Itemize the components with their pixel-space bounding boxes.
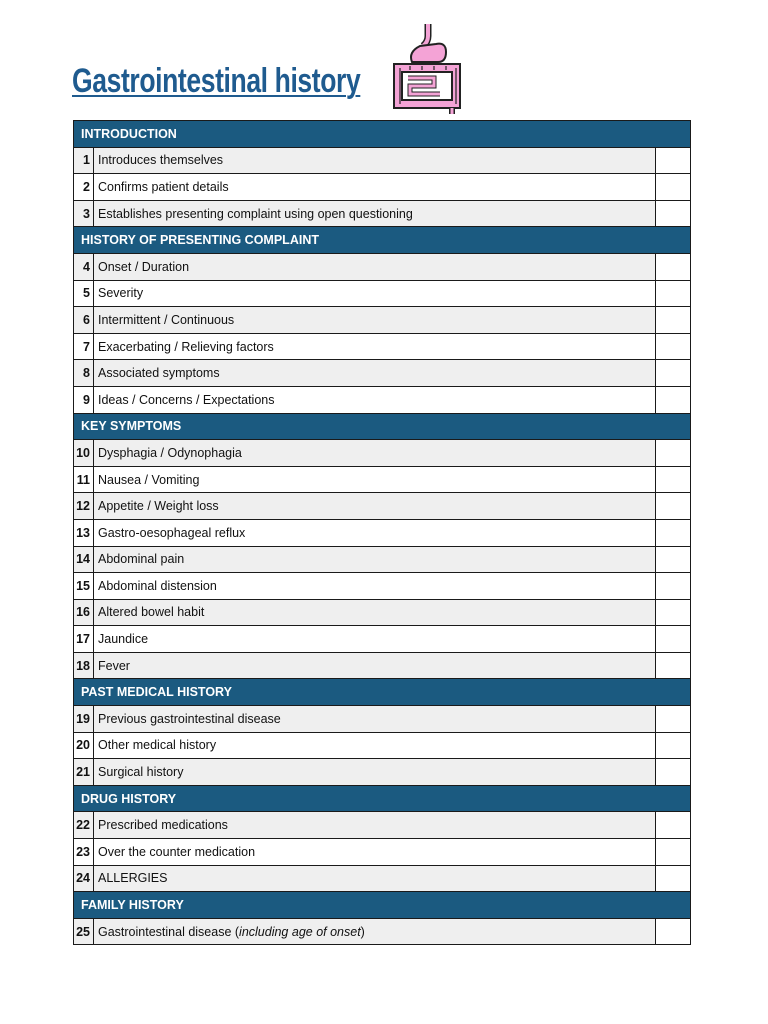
item-text bbox=[94, 599, 656, 626]
item-label: Gastrointestinal disease ( bbox=[98, 924, 240, 939]
tick-box[interactable] bbox=[656, 839, 691, 866]
tick-box[interactable] bbox=[656, 865, 691, 892]
tick-box[interactable] bbox=[656, 360, 691, 387]
item-text bbox=[94, 360, 656, 387]
checklist-row bbox=[74, 519, 691, 546]
item-label: Ideas / Concerns / Expectations bbox=[98, 392, 275, 407]
item-label: Confirms patient details bbox=[98, 179, 229, 194]
item-label: ALLERGIES bbox=[98, 871, 168, 886]
section-title: FAMILY HISTORY bbox=[74, 892, 691, 919]
item-label: Previous gastrointestinal disease bbox=[98, 711, 281, 726]
item-number: 10 bbox=[74, 440, 94, 467]
checklist-row bbox=[74, 493, 691, 520]
tick-box[interactable] bbox=[656, 573, 691, 600]
checklist-row bbox=[74, 307, 691, 334]
item-label: Severity bbox=[98, 286, 144, 301]
item-label: Establishes presenting complaint using open questioning bbox=[98, 206, 413, 221]
checklist-row bbox=[74, 573, 691, 600]
checklist-row bbox=[74, 812, 691, 839]
section-header bbox=[74, 227, 691, 254]
checklist-row bbox=[74, 253, 691, 280]
item-number: 7 bbox=[74, 333, 94, 360]
item-number: 16 bbox=[74, 599, 94, 626]
item-number: 25 bbox=[74, 918, 94, 945]
item-number: 9 bbox=[74, 386, 94, 413]
section-header bbox=[74, 413, 691, 440]
item-text bbox=[94, 759, 656, 786]
checklist-row bbox=[74, 839, 691, 866]
item-text bbox=[94, 200, 656, 227]
item-number: 22 bbox=[74, 812, 94, 839]
item-number: 3 bbox=[74, 200, 94, 227]
item-label: Fever bbox=[98, 658, 130, 673]
tick-box[interactable] bbox=[656, 599, 691, 626]
checklist-row bbox=[74, 280, 691, 307]
item-number: 5 bbox=[74, 280, 94, 307]
item-text bbox=[94, 253, 656, 280]
section-title: KEY SYMPTOMS bbox=[74, 413, 691, 440]
tick-box[interactable] bbox=[656, 493, 691, 520]
item-text bbox=[94, 732, 656, 759]
item-number: 18 bbox=[74, 652, 94, 679]
item-number: 8 bbox=[74, 360, 94, 387]
item-label: Other medical history bbox=[98, 738, 217, 753]
section-header bbox=[74, 121, 691, 148]
item-number: 20 bbox=[74, 732, 94, 759]
tick-box[interactable] bbox=[656, 333, 691, 360]
item-number: 13 bbox=[74, 519, 94, 546]
item-label: Introduces themselves bbox=[98, 153, 224, 168]
tick-box[interactable] bbox=[656, 706, 691, 733]
tick-box[interactable] bbox=[656, 626, 691, 653]
section-header bbox=[74, 679, 691, 706]
item-text bbox=[94, 573, 656, 600]
item-note: including age of onset bbox=[239, 924, 361, 939]
checklist-row bbox=[74, 706, 691, 733]
checklist-row bbox=[74, 626, 691, 653]
tick-box[interactable] bbox=[656, 519, 691, 546]
tick-box[interactable] bbox=[656, 759, 691, 786]
item-number: 21 bbox=[74, 759, 94, 786]
checklist-row bbox=[74, 360, 691, 387]
item-label: Abdominal pain bbox=[98, 552, 185, 567]
tick-box[interactable] bbox=[656, 174, 691, 201]
item-text bbox=[94, 546, 656, 573]
item-text bbox=[94, 652, 656, 679]
checklist-row bbox=[74, 918, 691, 945]
tick-box[interactable] bbox=[656, 386, 691, 413]
tick-box[interactable] bbox=[656, 200, 691, 227]
item-label: Appetite / Weight loss bbox=[98, 499, 219, 514]
item-text bbox=[94, 918, 656, 945]
checklist-row bbox=[74, 652, 691, 679]
item-text bbox=[94, 147, 656, 174]
checklist-row bbox=[74, 174, 691, 201]
item-label: Gastro-oesophageal reflux bbox=[98, 525, 246, 540]
item-text bbox=[94, 493, 656, 520]
item-text bbox=[94, 466, 656, 493]
item-label: Prescribed medications bbox=[98, 818, 228, 833]
tick-box[interactable] bbox=[656, 253, 691, 280]
tick-box[interactable] bbox=[656, 147, 691, 174]
item-label: Associated symptoms bbox=[98, 366, 220, 381]
checklist-row bbox=[74, 759, 691, 786]
item-label: Abdominal distension bbox=[98, 578, 217, 593]
section-header bbox=[74, 892, 691, 919]
tick-box[interactable] bbox=[656, 652, 691, 679]
item-text bbox=[94, 280, 656, 307]
item-label: Jaundice bbox=[98, 632, 149, 647]
item-label: Nausea / Vomiting bbox=[98, 472, 200, 487]
item-text bbox=[94, 174, 656, 201]
item-label: Exacerbating / Relieving factors bbox=[98, 339, 274, 354]
tick-box[interactable] bbox=[656, 280, 691, 307]
page-title: Gastrointestinal history bbox=[72, 62, 361, 100]
item-text bbox=[94, 307, 656, 334]
item-text bbox=[94, 440, 656, 467]
section-title: PAST MEDICAL HISTORY bbox=[74, 679, 691, 706]
checklist-row bbox=[74, 546, 691, 573]
tick-box[interactable] bbox=[656, 918, 691, 945]
item-number: 14 bbox=[74, 546, 94, 573]
section-title: INTRODUCTION bbox=[74, 121, 691, 148]
item-text bbox=[94, 519, 656, 546]
section-title: DRUG HISTORY bbox=[74, 785, 691, 812]
item-number: 11 bbox=[74, 466, 94, 493]
item-text bbox=[94, 386, 656, 413]
item-number: 12 bbox=[74, 493, 94, 520]
tick-box[interactable] bbox=[656, 546, 691, 573]
item-suffix: ) bbox=[360, 924, 365, 939]
item-number: 17 bbox=[74, 626, 94, 653]
section-header bbox=[74, 785, 691, 812]
item-number: 4 bbox=[74, 253, 94, 280]
tick-box[interactable] bbox=[656, 440, 691, 467]
item-text bbox=[94, 839, 656, 866]
item-label: Over the counter medication bbox=[98, 844, 256, 859]
checklist-row bbox=[74, 147, 691, 174]
item-label: Dysphagia / Odynophagia bbox=[98, 445, 242, 460]
item-text bbox=[94, 333, 656, 360]
checklist-row bbox=[74, 200, 691, 227]
item-number: 2 bbox=[74, 174, 94, 201]
section-title: HISTORY OF PRESENTING COMPLAINT bbox=[74, 227, 691, 254]
item-text bbox=[94, 865, 656, 892]
item-text bbox=[94, 812, 656, 839]
item-label: Intermittent / Continuous bbox=[98, 312, 235, 327]
checklist-row bbox=[74, 732, 691, 759]
item-number: 6 bbox=[74, 307, 94, 334]
item-text bbox=[94, 626, 656, 653]
item-number: 15 bbox=[74, 573, 94, 600]
checklist-row bbox=[74, 599, 691, 626]
tick-box[interactable] bbox=[656, 466, 691, 493]
item-number: 1 bbox=[74, 147, 94, 174]
item-label: Altered bowel habit bbox=[98, 605, 205, 620]
tick-box[interactable] bbox=[656, 732, 691, 759]
checklist-row bbox=[74, 440, 691, 467]
item-text bbox=[94, 706, 656, 733]
tick-box[interactable] bbox=[656, 307, 691, 334]
item-number: 19 bbox=[74, 706, 94, 733]
item-number: 24 bbox=[74, 865, 94, 892]
tick-box[interactable] bbox=[656, 812, 691, 839]
checklist-row bbox=[74, 865, 691, 892]
item-number: 23 bbox=[74, 839, 94, 866]
checklist-row bbox=[74, 333, 691, 360]
history-checklist bbox=[73, 120, 691, 945]
checklist-row bbox=[74, 466, 691, 493]
digestive-tract-icon bbox=[390, 22, 466, 114]
item-label: Onset / Duration bbox=[98, 259, 190, 274]
item-label: Surgical history bbox=[98, 765, 184, 780]
checklist-row bbox=[74, 386, 691, 413]
